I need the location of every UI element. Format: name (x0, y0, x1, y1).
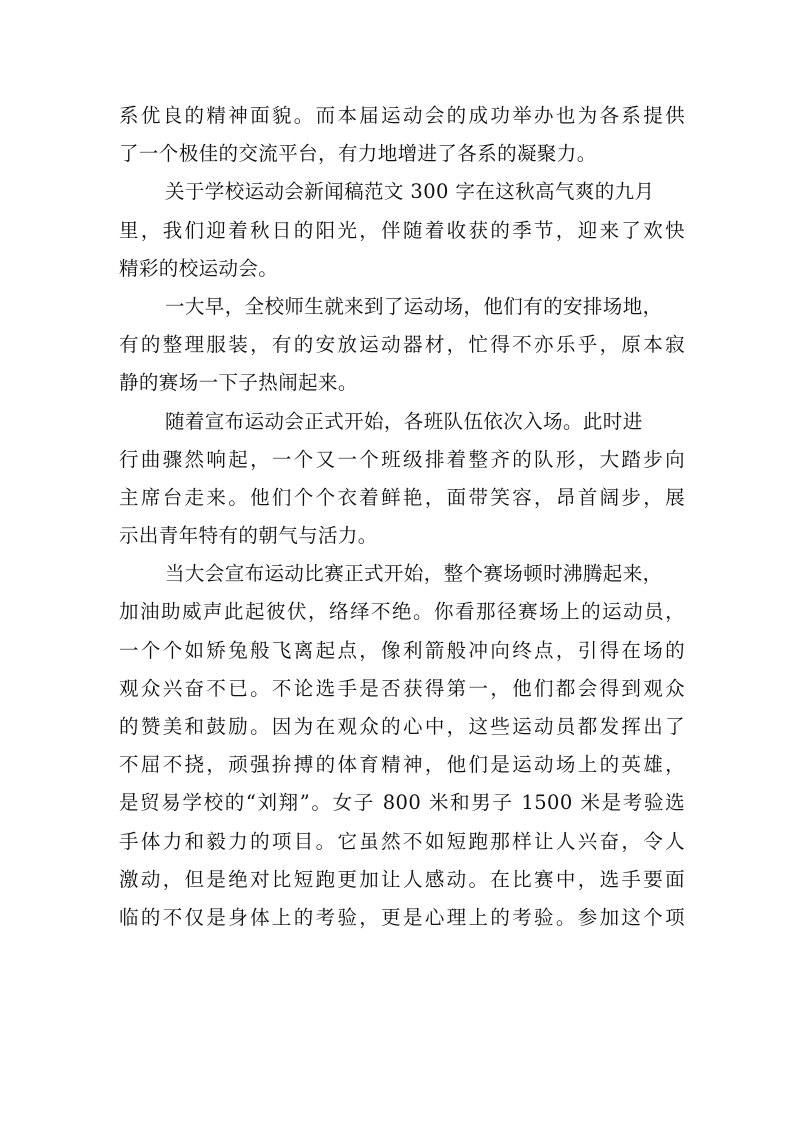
text-line: 观众兴奋不已。不论选手是否获得第一，他们都会得到观众 (119, 676, 685, 700)
paragraph-first-line: 一大早，全校师生就来到了运动场，他们有的安排场地， (165, 294, 663, 318)
text-line: 示出青年特有的朝气与活力。 (119, 524, 378, 548)
text-line: 的赞美和鼓励。因为在观众的心中，这些运动员都发挥出了 (119, 715, 685, 738)
paragraph-first-line: 随着宣布运动会正式开始，各班队伍依次入场。此时进 (165, 409, 643, 433)
text-line: 有的整理服装，有的安放运动器材，忙得不亦乐乎，原本寂 (119, 333, 685, 357)
text-line: 精彩的校运动会。 (119, 256, 279, 280)
text-line: 加油助威声此起彼伏，络绎不绝。你看那径赛场上的运动员， (119, 600, 685, 624)
text-line: 里，我们迎着秋日的阳光，伴随着收获的季节，迎来了欢快 (119, 218, 685, 242)
text-line: 一个个如矫兔般飞离起点，像利箭般冲向终点，引得在场的 (119, 638, 685, 662)
text-line: 激动，但是绝对比短跑更加让人感动。在比赛中，选手要面 (119, 867, 685, 891)
text-line: 静的赛场一下子热闹起来。 (119, 371, 358, 395)
paragraph-first-line: 关于学校运动会新闻稿范文 300 字在这秋高气爽的九月 (165, 180, 655, 204)
paragraph-first-line: 当大会宣布运动比赛正式开始，整个赛场顿时沸腾起来， (165, 562, 663, 586)
text-line: 手体力和毅力的项目。它虽然不如短跑那样让人兴奋，令人 (119, 829, 685, 853)
article-body (119, 97, 685, 937)
text-line: 行曲骤然响起，一个又一个班级排着整齐的队形，大踏步向 (119, 447, 685, 471)
text-line: 主席台走来。他们个个衣着鲜艳，面带笑容，昂首阔步，展 (119, 485, 685, 509)
text-line: 是贸易学校的“刘翔”。女子 800 米和男子 1500 米是考验选 (119, 791, 685, 815)
text-line: 了一个极佳的交流平台，有力地增进了各系的凝聚力。 (119, 142, 597, 166)
text-line: 不屈不挠，顽强拚搏的体育精神，他们是运动场上的英雄， (119, 753, 685, 777)
text-line: 系优良的精神面貌。而本届运动会的成功举办也为各系提供 (119, 104, 685, 127)
text-line: 临的不仅是身体上的考验，更是心理上的考验。参加这个项 (119, 905, 685, 929)
